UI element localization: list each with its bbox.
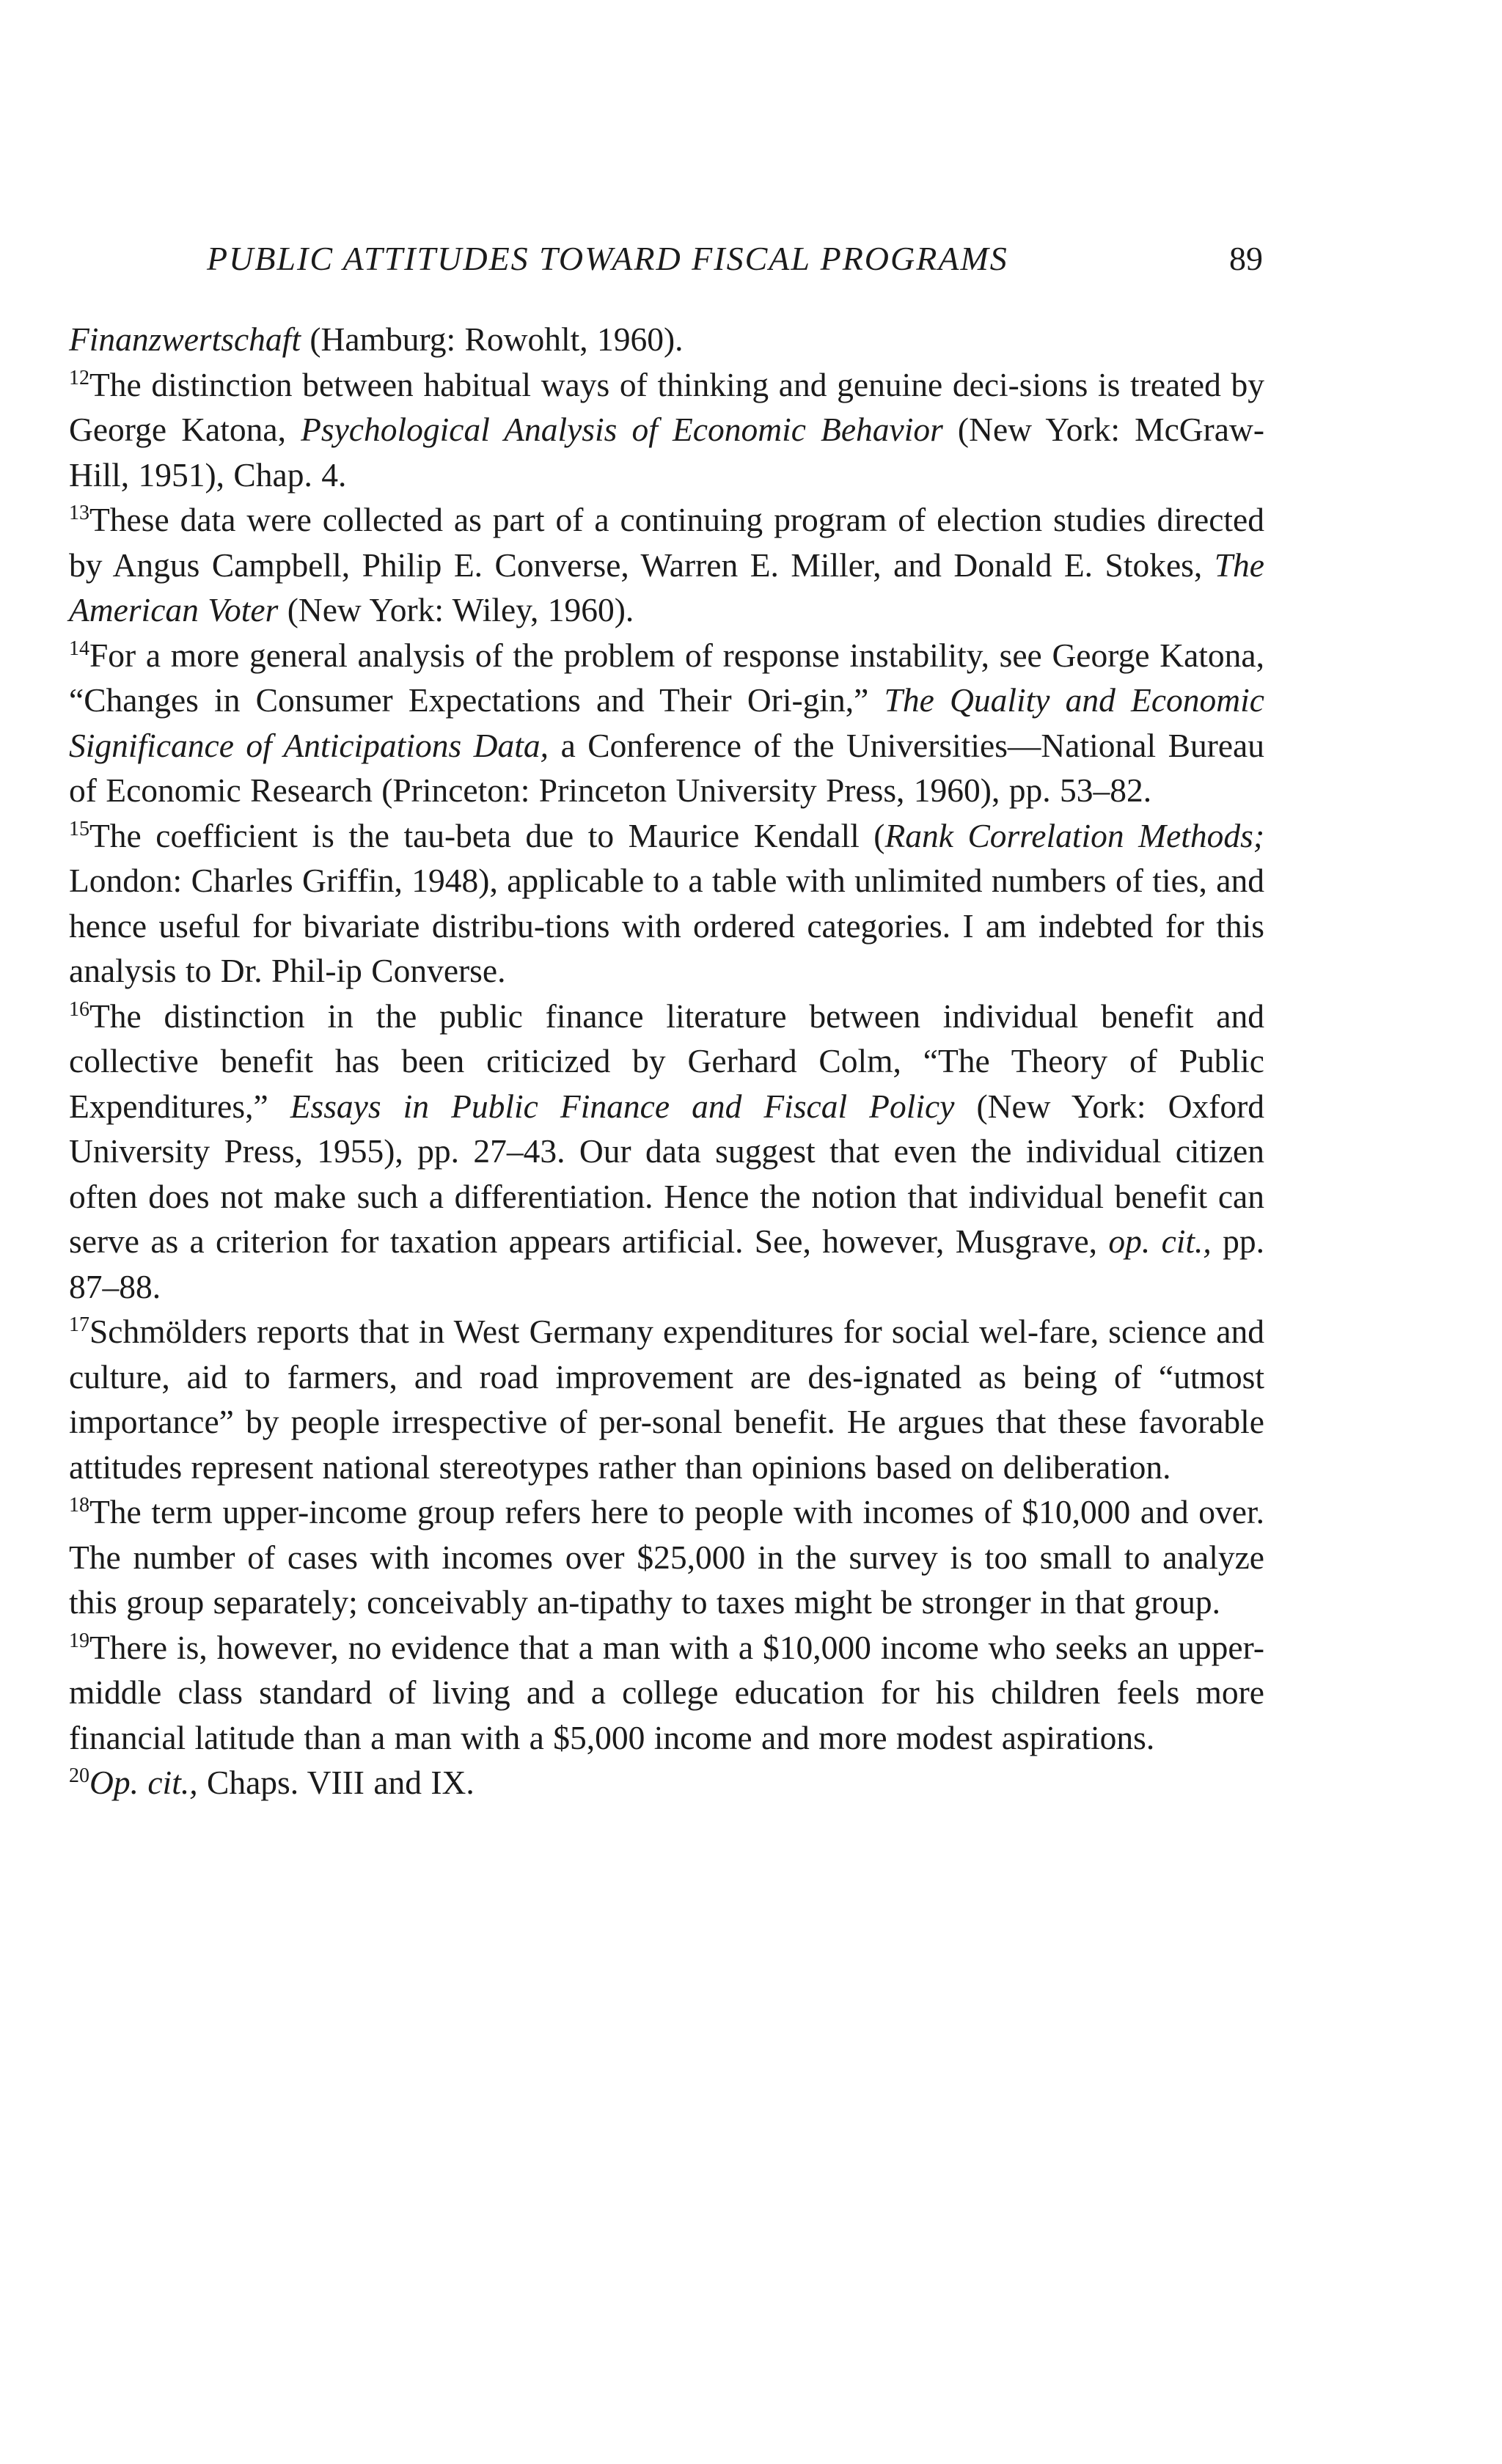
note-text: The distinction between habitual ways of thinking and genuine deci-sions is treated by George Katona, xyxy=(69,365,1264,448)
endnotes xyxy=(69,317,1264,1805)
note-number: 20 xyxy=(69,1764,89,1787)
note-text: London: Charles Griffin, 1948), applicable to a table with unlimited numbers of ties, and hence useful for bivariate distribu-tions with ordered categories. I am indebted for this analysis to Dr. Phil-ip Converse. xyxy=(69,862,1264,989)
note-number: 14 xyxy=(69,637,89,660)
note-text: The American Voter xyxy=(69,546,1264,628)
note-text: a Conference of the Universities—National Bureau of Economic Research (Princeton: Princeton University Press, 1960), pp. 53–82. xyxy=(69,726,1264,809)
note-number: 16 xyxy=(69,997,89,1021)
note-text: Essays in Public Finance and Fiscal Policy xyxy=(290,1087,955,1125)
note-text: (New York: Wiley, 1960). xyxy=(278,591,634,628)
note-text: There is, however, no evidence that a man with a $10,000 income who seeks an upper-middle class standard of living and a college education for his children feels more financial latitude than a man with a $5,000 income and more modest aspirations. xyxy=(69,1628,1264,1756)
note xyxy=(69,994,1264,1310)
note-text: The Quality and Economic Significance of Anticipations Data, xyxy=(69,681,1264,764)
note xyxy=(69,1760,1264,1805)
running-title: PUBLIC ATTITUDES TOWARD FISCAL PROGRAMS xyxy=(207,240,1008,277)
note-number: 18 xyxy=(69,1494,89,1517)
note-text: Rank Correlation Methods; xyxy=(884,816,1265,854)
note-number: 13 xyxy=(69,502,89,524)
note-text: Op. cit., xyxy=(89,1764,198,1801)
note-text: For a more general analysis of the problem of response instability, see George Katona, “Changes in Consumer Expectations and Their Ori-gin,” xyxy=(69,636,1264,719)
note xyxy=(69,633,1264,813)
note xyxy=(69,1625,1264,1761)
note xyxy=(69,362,1264,498)
note-text: The term upper-income group refers here to people with incomes of $10,000 and over. The number of cases with incomes over $25,000 in the survey is too small to analyze this group separately; conceivably an-tipathy to taxes might be stronger in that group. xyxy=(69,1493,1264,1621)
note-text: (New York: Oxford University Press, 1955), pp. 27–43. Our data suggest that even the individual citizen often does not make such a differentiation. Hence the notion that individual benefit can serve as a criterion for taxation appears artificial. See, however, Musgrave, xyxy=(69,1087,1264,1260)
note xyxy=(69,813,1264,994)
note xyxy=(69,497,1264,633)
note-text: Psychological Analysis of Economic Behavior xyxy=(301,411,943,448)
note xyxy=(69,1309,1264,1489)
note-number: 15 xyxy=(69,817,89,840)
note-text: op. cit., xyxy=(1108,1222,1212,1260)
note-text: (New York: McGraw-Hill, 1951), Chap. 4. xyxy=(69,411,1265,494)
note-number: 17 xyxy=(69,1313,89,1336)
page-header xyxy=(207,233,1263,285)
note-text: (Hamburg: Rowohlt, 1960). xyxy=(300,320,684,358)
note-text: The distinction in the public finance literature between individual benefit and collective benefit has been criticized by Gerhard Colm, “The Theory of Public Expenditures,” xyxy=(69,997,1264,1125)
note-text: Schmölders reports that in West Germany expenditures for social wel-fare, science and culture, aid to farmers, and road improvement are des-ignated as being of “utmost importance” by people irrespective of per-sonal benefit. He argues that these favorable attitudes represent national stereotypes rather than opinions based on deliberation. xyxy=(69,1313,1264,1486)
note-text: Finanzwertschaft xyxy=(69,320,301,358)
note-text: These data were collected as part of a continuing program of election studies directed by Angus Campbell, Philip E. Converse, Warren E. Miller, and Donald E. Stokes, xyxy=(69,501,1264,584)
note-number: 12 xyxy=(69,366,89,389)
note-text: Chaps. VIII and IX. xyxy=(197,1764,475,1801)
note xyxy=(69,317,1264,362)
note-text: The coefficient is the tau-beta due to Maurice Kendall ( xyxy=(89,816,885,854)
note-text: pp. 87–88. xyxy=(69,1222,1265,1305)
note xyxy=(69,1489,1264,1625)
page-number: 89 xyxy=(1229,240,1263,277)
note-number: 19 xyxy=(69,1629,89,1652)
